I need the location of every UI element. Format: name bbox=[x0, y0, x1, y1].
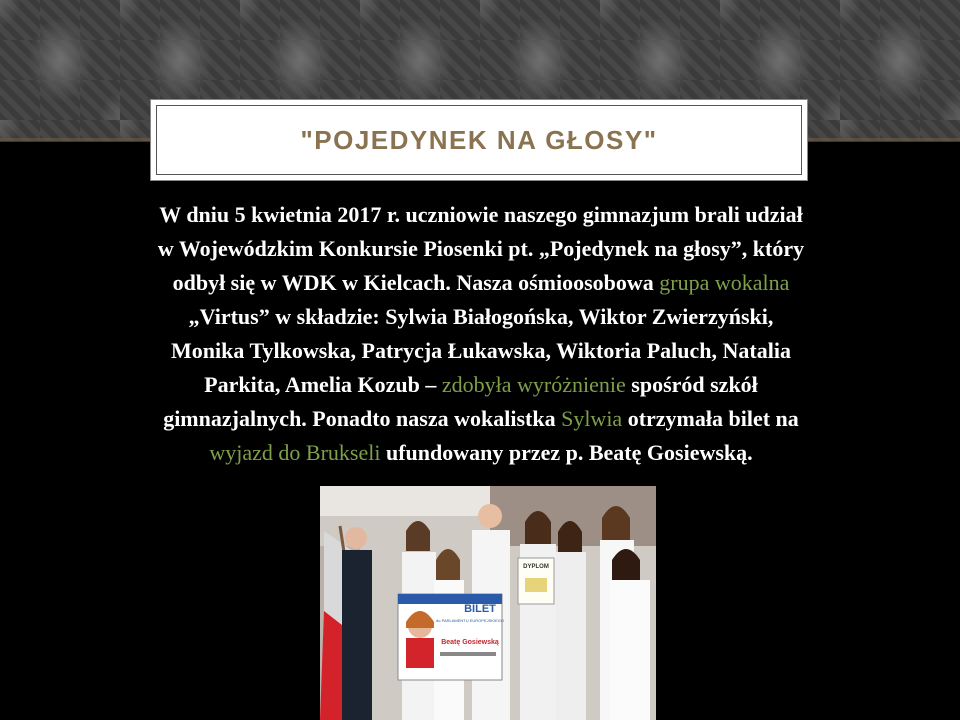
diploma-sheet bbox=[518, 558, 554, 604]
body-text: spośród szkół bbox=[625, 372, 758, 397]
body-text: Parkita, Amelia Kozub – bbox=[204, 372, 442, 397]
body-line: W dniu 5 kwietnia 2017 r. uczniowie naszego gimnazjum brali udział bbox=[159, 202, 803, 227]
body-paragraph bbox=[62, 198, 900, 470]
body-line bbox=[62, 436, 900, 470]
body-line: Monika Tylkowska, Patrycja Łukawska, Wiktoria Paluch, Natalia bbox=[171, 338, 791, 363]
group-photo bbox=[320, 486, 656, 720]
group-photo-illustration bbox=[320, 486, 656, 720]
title-frame bbox=[156, 105, 802, 175]
body-text: odbył się w WDK w Kielcach. Nasza ośmioosobowa bbox=[172, 270, 660, 295]
title-box bbox=[150, 99, 808, 181]
body-text: otrzymała bilet na bbox=[622, 406, 799, 431]
body-line bbox=[62, 368, 900, 402]
diploma-label: DYPLOM bbox=[523, 564, 549, 570]
body-text: ufundowany przez p. Beatę Gosiewską. bbox=[380, 440, 753, 465]
slide-title: "POJEDYNEK NA GŁOSY" bbox=[300, 124, 658, 155]
highlight-text: zdobyła wyróżnienie bbox=[441, 372, 626, 397]
person-head bbox=[345, 527, 367, 549]
highlight-text: grupa wokalna bbox=[659, 270, 790, 295]
highlight-text: wyjazd do Brukseli bbox=[209, 440, 381, 465]
body-line bbox=[62, 402, 900, 436]
body-text: gimnazjalnych. Ponadto nasza wokalistka bbox=[163, 406, 562, 431]
person-head bbox=[478, 504, 502, 528]
ticket-poster bbox=[398, 594, 504, 680]
ticket-name: Beatę Gosiewską bbox=[441, 639, 499, 646]
ticket-portrait-body bbox=[406, 638, 434, 668]
ticket-subtitle: do PARLAMENTU EUROPEJSKIEGO bbox=[436, 618, 504, 623]
body-line: w Wojewódzkim Konkursie Piosenki pt. „Pojedynek na głosy”, który bbox=[157, 236, 805, 261]
body-line bbox=[62, 266, 900, 300]
diploma-graphic bbox=[525, 578, 547, 592]
ticket-title: BILET bbox=[464, 603, 496, 615]
body-line: „Virtus” w składzie: Sylwia Białogońska, Wiktor Zwierzyński, bbox=[188, 304, 774, 329]
person-body bbox=[556, 552, 586, 720]
ticket-line bbox=[440, 652, 496, 656]
person-body bbox=[342, 550, 372, 720]
highlight-text: Sylwia bbox=[561, 406, 623, 431]
person-body bbox=[610, 580, 650, 720]
